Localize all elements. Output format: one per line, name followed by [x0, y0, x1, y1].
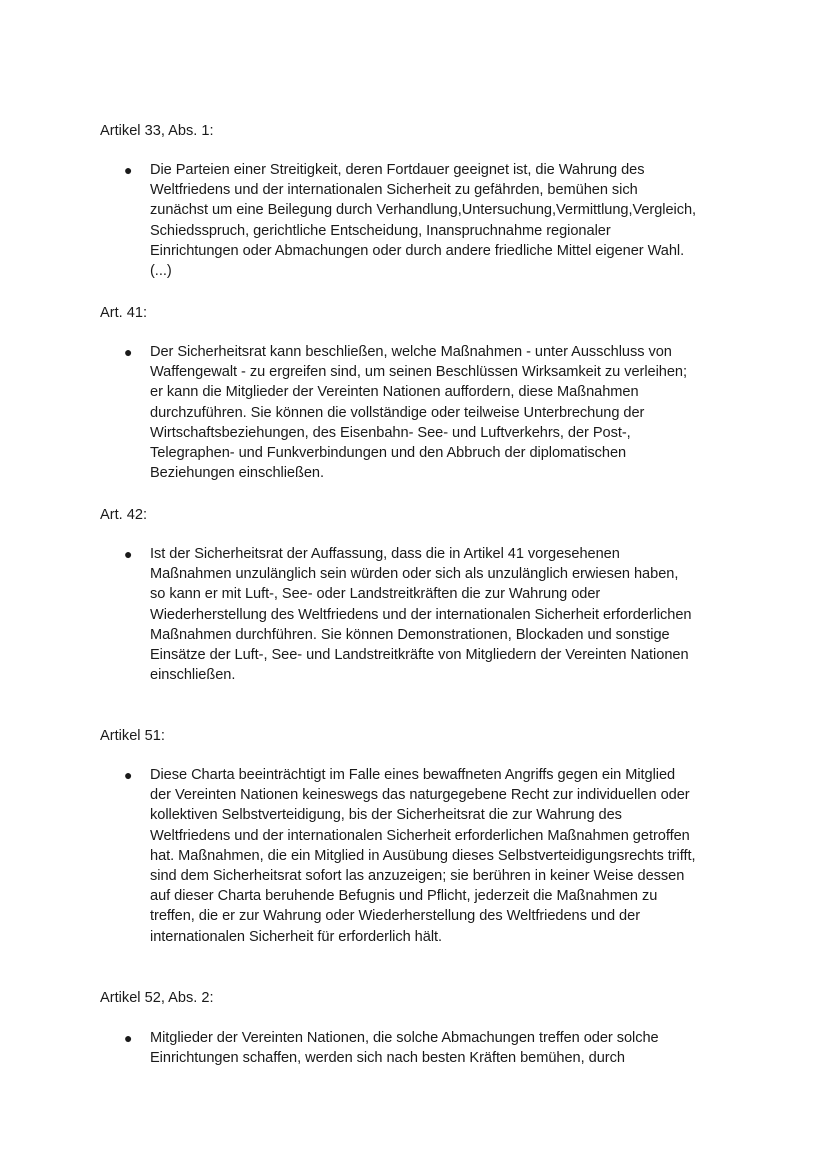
- bullet-icon: ●: [124, 344, 133, 360]
- bullet-icon: ●: [124, 767, 133, 783]
- section-heading-art-41: Art. 41:: [100, 305, 148, 321]
- section-heading-art-42: Art. 42:: [100, 507, 148, 523]
- list-item-art-52: [124, 1028, 732, 1068]
- list-item-art-51: [124, 765, 732, 947]
- section-text-art-42: Ist der Sicherheitsrat der Auffassung, dass die in Artikel 41 vorgesehenen Maßnahmen unzulänglich sein würden oder sich als unzulänglich erwiesen haben, so kann er mit Luft-, See- oder Landstreitkräften die zur Wahrung oder Wiederherstellung des Weltfriedens und der internationalen Sicherheit erforderlichen Maßnahmen durchführen. Sie können Demonstrationen, Blockaden und sonstige Einsätze der Luft-, See- und Landstreitkräfte von Mitgliedern der Vereinten Nationen einschließen.: [150, 546, 692, 684]
- list-item-art-41: [124, 342, 732, 483]
- section-text-art-33: Die Parteien einer Streitigkeit, deren Fortdauer geeignet ist, die Wahrung des Weltfriedens und der internationalen Sicherheit zu gefährden, bemühen sich zunächst um eine Beilegung durch Verhandlung,Untersuchung,Vermittlung,Vergleich, Schiedsspruch, gerichtliche Entscheidung, Inanspruchnahme regionaler Einrichtungen oder Abmachungen oder durch andere friedliche Mittel eigener Wahl. (...): [150, 162, 697, 280]
- section-heading-art-51: Artikel 51:: [100, 728, 165, 744]
- section-text-art-51: Diese Charta beeinträchtigt im Falle eines bewaffneten Angriffs gegen ein Mitglied der Vereinten Nationen keineswegs das naturgegebene Recht zur individuellen oder kollektiven Selbstverteidigung, bis der Sicherheitsrat die zur Wahrung des Weltfriedens und der internationalen Sicherheit erforderlichen Maßnahmen getroffen hat. Maßnahmen, die ein Mitglied in Ausübung dieses Selbstverteidigungsrechts trifft, sind dem Sicherheitsrat sofort las anzuzeigen; sie berühren in keiner Weise dessen auf dieser Charta beruhende Befugnis und Pflicht, jederzeit die Maßnahmen zu treffen, die er zur Wahrung oder Wiederherstellung des Weltfriedens und der internationalen Sicherheit für erforderlich hält.: [150, 767, 696, 945]
- section-text-art-41: Der Sicherheitsrat kann beschließen, welche Maßnahmen - unter Ausschluss von Waffengewalt - zu ergreifen sind, um seinen Beschlüssen Wirksamkeit zu verleihen; er kann die Mitglieder der Vereinten Nationen auffordern, diese Maßnahmen durchzuführen. Sie können die vollständige oder teilweise Unterbrechung der Wirtschaftsbeziehungen, des Eisenbahn- See- und Luftverkehrs, der Post-, Telegraphen- und Funkverbindungen und den Abbruch der diplomatischen Beziehungen einschließen.: [150, 344, 687, 482]
- bullet-icon: ●: [124, 1030, 133, 1046]
- list-item-art-33: [124, 160, 732, 281]
- list-item-art-42: [124, 544, 732, 685]
- bullet-icon: ●: [124, 546, 133, 562]
- section-heading-art-52: Artikel 52, Abs. 2:: [100, 990, 214, 1006]
- section-text-art-52: Mitglieder der Vereinten Nationen, die solche Abmachungen treffen oder solche Einrichtungen schaffen, werden sich nach besten Kräften bemühen, durch: [150, 1030, 659, 1067]
- bullet-icon: ●: [124, 162, 133, 178]
- section-heading-art-33: Artikel 33, Abs. 1:: [100, 123, 214, 139]
